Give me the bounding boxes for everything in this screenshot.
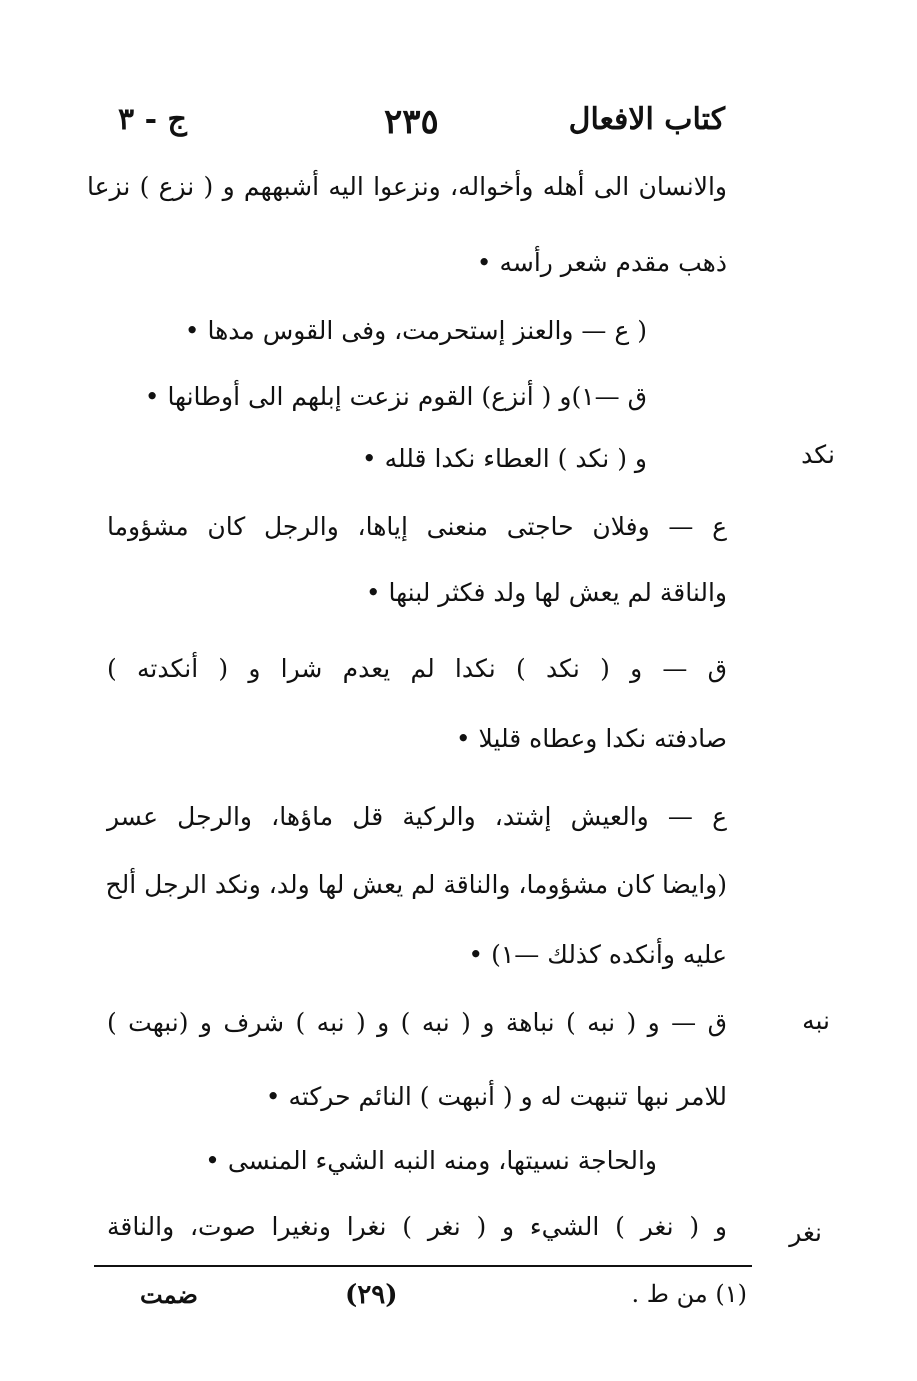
footnote: (١) من ط . <box>631 1280 747 1308</box>
catchword: ضمت <box>140 1280 198 1309</box>
text-line-8: ق — و ( نكد ) نكدا لم يعدم شرا و ( أنكدته ) <box>107 654 727 683</box>
text-line-13: ق — و ( نبه ) نباهة و ( نبه ) و ( نبه ) شرف و (نبهت ) <box>107 1008 727 1037</box>
text-line-5: و ( نكد ) العطاء نكدا قلله • <box>361 444 647 473</box>
margin-headword-naghar: نغر <box>789 1218 822 1247</box>
text-line-12: عليه وأنكده كذلك —١) • <box>468 940 727 969</box>
footnote-rule <box>94 1265 752 1267</box>
text-line-9: صادفته نكدا وعطاه قليلا • <box>455 724 727 753</box>
running-title: كتاب الافعال <box>568 102 725 137</box>
text-line-10: ع — والعيش إشتد، والركية قل ماؤها، والرجل عسر <box>107 802 727 831</box>
text-line-4: ق —١)و ( أنزع) القوم نزعت إبلهم الى أوطانها • <box>144 382 647 411</box>
text-line-2: ذهب مقدم شعر رأسه • <box>476 248 727 277</box>
text-line-6: ع — وفلان حاجتى منعنى إياها، والرجل كان مشؤوما <box>107 512 727 541</box>
text-line-7: والناقة لم يعش لها ولد فكثر لبنها • <box>365 578 727 607</box>
text-line-14: للامر نبها تنبهت له و ( أنبهت ) النائم حركته • <box>265 1082 727 1111</box>
text-line-1: والانسان الى أهله وأخواله، ونزعوا اليه أشبههم و ( نزع ) نزعا <box>87 172 727 201</box>
margin-headword-nakad: نكد <box>801 440 835 469</box>
text-line-15: والحاجة نسيتها، ومنه النبه الشيء المنسى • <box>205 1146 657 1175</box>
text-line-11: (وايضا كان مشؤوما، والناقة لم يعش لها ولد، ونكد الرجل ألح <box>105 870 727 899</box>
volume-label: ج - ٣ <box>118 102 187 137</box>
text-line-16: و ( نغر ) الشيء و ( نغر ) نغرا ونغيرا صوت، والناقة <box>107 1212 727 1241</box>
text-line-3: ( ع — والعنز إستحرمت، وفى القوس مدها • <box>184 316 647 345</box>
margin-headword-nabah: نبه <box>802 1006 830 1035</box>
signature-mark: (٢٩) <box>345 1280 398 1310</box>
page-number: ٢٣٥ <box>384 102 439 142</box>
